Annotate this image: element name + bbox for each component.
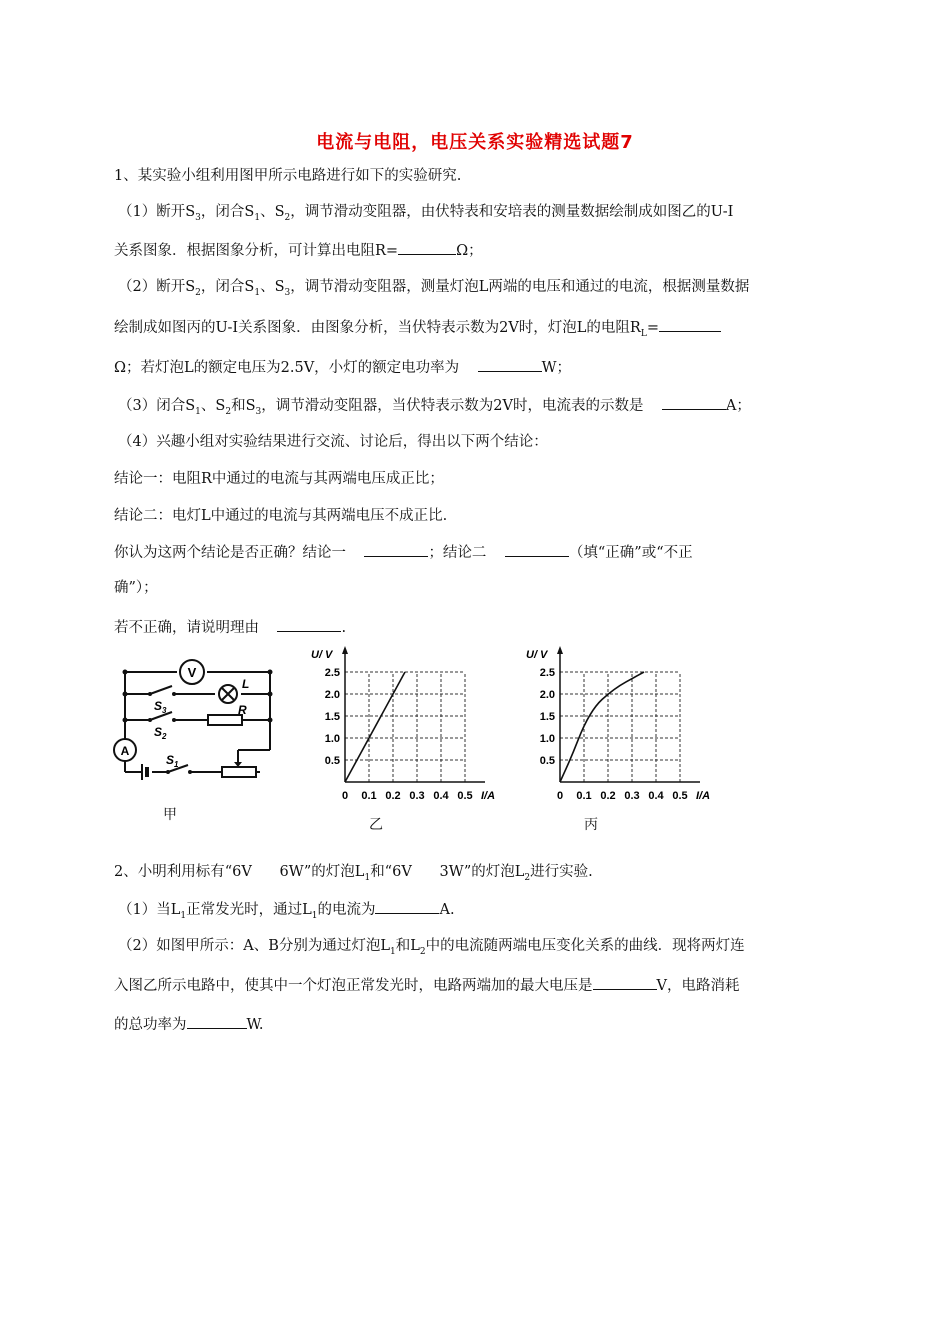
y-tick-label: 2.5 (539, 667, 555, 679)
q1-conclusion-2: 结论二：电灯L中通过的电流与其两端电压不成正比. (114, 508, 448, 524)
figure-caption-bing: 丙 (584, 817, 598, 833)
figure-caption-jia: 甲 (163, 807, 177, 823)
y-axis-label: U/ V (311, 649, 333, 661)
chart-bing-svg (520, 642, 720, 807)
x-tick-label: 0.3 (624, 790, 640, 802)
ammeter-icon (114, 739, 136, 761)
resistor-label: R (238, 703, 247, 717)
q2-part2-line2: 入图乙所示电路中，使其中一个灯泡正常发光时，电路两端加的最大电压是 V，电路消耗 (114, 975, 739, 996)
lamp-icon (219, 685, 237, 703)
x-tick-label: 0.1 (361, 790, 377, 802)
x-tick-label: 0.2 (385, 790, 401, 802)
q1-part4: （4）兴趣小组对实验结果进行交流、讨论后，得出以下两个结论： (118, 434, 548, 450)
series-line (345, 672, 405, 782)
q1-reason: 若不正确，请说明理由 . (114, 617, 346, 638)
x-tick-label: 0.1 (576, 790, 592, 802)
y-tick-label: 1.5 (539, 711, 555, 723)
y-axis-arrow (342, 646, 348, 654)
chart-bing (520, 642, 720, 807)
y-axis-label: U/ V (526, 649, 548, 661)
lamp-label: L (242, 677, 250, 691)
circuit-svg (110, 652, 285, 782)
answer-blank-conclusion-2[interactable] (505, 542, 569, 557)
circuit-diagram (110, 652, 285, 782)
q1-part2-line2: 绘制成如图丙的U-I关系图象．由图象分析，当伏特表示数为2V时，灯泡L的电阻$R_L=$ (114, 317, 721, 344)
answer-blank-ammeter[interactable] (662, 395, 726, 410)
svg-text:V: V (187, 665, 197, 680)
y-axis-arrow (557, 646, 563, 654)
answer-blank-rated-power[interactable] (478, 357, 542, 372)
answer-blank-conclusion-1[interactable] (364, 542, 428, 557)
answer-blank-lamp-resistance[interactable] (659, 317, 721, 332)
q1-part2-line1: （2）断开$S_2$，闭合$S_1$、$S_3$，调节滑动变阻器，测量灯泡L两端的电压和通过的电流，根据测量数据 (118, 279, 750, 298)
q2-part2-line3: 的总功率为 W. (114, 1014, 263, 1035)
series-line (560, 672, 644, 782)
page-title: 电流与电阻，电压关系实验精选试题7 (316, 132, 634, 153)
x-tick-label: 0.5 (672, 790, 688, 802)
svg-text:A: A (120, 744, 130, 758)
answer-blank-total-power[interactable] (187, 1014, 247, 1029)
voltmeter-icon (180, 660, 204, 684)
q2-stem: 2、小明利用标有“6V 6W”的灯泡$L_1$和“6V 3W”的灯泡$L_2$进行实验. (114, 864, 593, 883)
x-tick-label: 0.2 (600, 790, 616, 802)
q1-part3: （3）闭合$S_1$、$S_2$和$S_3$，调节滑动变阻器，当伏特表示数为2V时，电流表的示数是 A； (118, 395, 751, 422)
x-axis-label: I/A (696, 790, 711, 802)
figure-caption-yi: 乙 (369, 817, 383, 833)
x-tick-label: 0.3 (409, 790, 425, 802)
y-tick-label: 0.5 (539, 755, 555, 767)
y-tick-label: 2.0 (324, 689, 340, 701)
x-tick-label: 0.5 (457, 790, 473, 802)
y-tick-label: 1.5 (324, 711, 340, 723)
answer-blank-max-voltage[interactable] (593, 975, 657, 990)
x-tick-label: 0.4 (648, 790, 664, 802)
q2-part1: （1）当$L_1$正常发光时，通过$L_1$的电流为 A. (118, 899, 455, 926)
x-tick-label: 0 (556, 790, 564, 802)
switch-s1-label: $S_1$ (166, 753, 179, 769)
q2-part2-line1: （2）如图甲所示：A、B分别为通过灯泡$L_1$和$L_2$中的电流随两端电压变化关系的曲线．现将两灯连 (118, 938, 745, 957)
q1-stem: 1、某实验小组利用图甲所示电路进行如下的实验研究. (114, 168, 462, 184)
chart-yi-svg (305, 642, 505, 807)
q1-ask-line1: 你认为这两个结论是否正确？结论一 ；结论二 （填“正确”或“不正 (114, 542, 693, 563)
y-tick-label: 2.5 (324, 667, 340, 679)
q1-ask-line2: 确”）； (114, 580, 158, 596)
x-axis-label: I/A (481, 790, 496, 802)
switch-s2-label: $S_2$ (154, 725, 167, 741)
q1-part1-line1: （1）断开$S_3$，闭合$S_1$、$S_2$，调节滑动变阻器，由伏特表和安培表的测量数据绘制成如图乙的U-I (118, 204, 734, 223)
q1-part1-line2: 关系图象．根据图象分析，可计算出电阻R= Ω； (114, 240, 483, 261)
switch-s3-label: $S_3$ (154, 699, 167, 715)
x-tick-label: 0.4 (433, 790, 449, 802)
y-tick-label: 2.0 (539, 689, 555, 701)
answer-blank-reason[interactable] (277, 617, 341, 632)
q1-conclusion-1: 结论一：电阻R中通过的电流与其两端电压成正比； (114, 471, 444, 487)
chart-yi (305, 642, 505, 807)
y-tick-label: 1.0 (324, 733, 340, 745)
q1-part2-line3: Ω；若灯泡L的额定电压为2.5V，小灯的额定电功率为 W； (114, 357, 571, 378)
y-tick-label: 0.5 (324, 755, 340, 767)
answer-blank-resistance[interactable] (398, 240, 456, 255)
x-tick-label: 0 (341, 790, 349, 802)
answer-blank-l1-current[interactable] (375, 899, 439, 914)
y-tick-label: 1.0 (539, 733, 555, 745)
